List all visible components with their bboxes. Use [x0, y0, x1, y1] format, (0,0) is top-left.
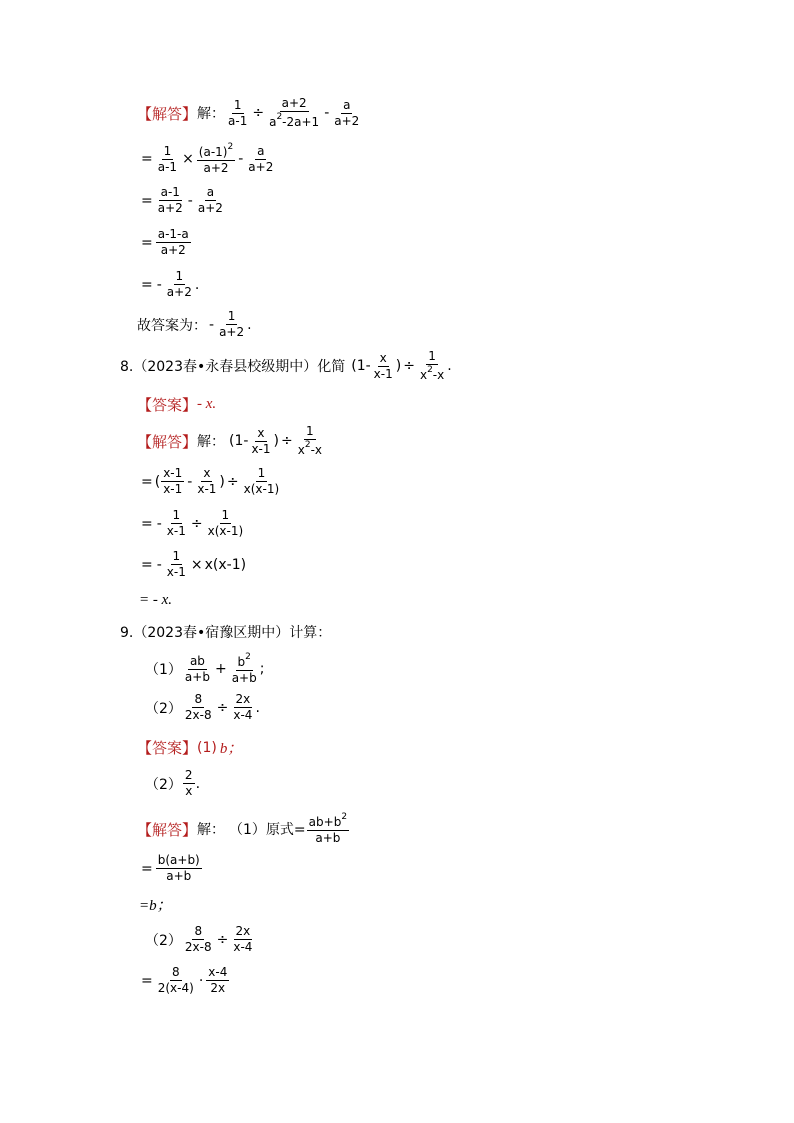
- fraction: $\frac{1}{a-1}$: [228, 97, 248, 128]
- fraction: $\frac{x}{x-1}$: [373, 350, 393, 381]
- p8-line-2: = ( $\frac{x-1}{x-1}$ - $\frac{x}{x-1}$ ) ÷ $\frac{1}{x(x-1)}$: [141, 466, 280, 496]
- p7-answer-line: 故答案为： - $\frac{1}{a+2}$ .: [137, 309, 252, 339]
- p7-line-5: = - $\frac{1}{a+2}$ .: [141, 269, 200, 299]
- p9-answer-2: （2） $\frac{2}{x}$ .: [145, 768, 201, 798]
- fraction: $\frac{1}{x^2-x}$: [297, 424, 322, 457]
- fraction: $\frac{1}{x-1}$: [166, 549, 186, 579]
- fraction: $\frac{a}{a+2}$: [197, 185, 223, 215]
- fraction: $\frac{x-4}{2x}$: [208, 965, 228, 995]
- solution-label: 【解答】: [137, 104, 198, 123]
- answer-label: 【答案】: [137, 739, 198, 757]
- fraction: $\frac{1}{a+2}$: [219, 309, 245, 339]
- p9-sol-3: [139, 894, 172, 915]
- problem-heading: 9.（2023春•宿豫区期中）计算：: [120, 625, 332, 641]
- p9-sol-2: = $\frac{b(a+b)}{a+b}$: [141, 853, 200, 883]
- fraction: $\frac{2x}{x-4}$: [233, 924, 253, 954]
- solution-label: 【解答】: [137, 820, 198, 839]
- result: =b；: [139, 898, 172, 914]
- p7-line-3: = $\frac{a-1}{a+2}$ - $\frac{a}{a+2}$: [141, 185, 223, 215]
- fraction: $\frac{a-1}{a+2}$: [157, 185, 183, 215]
- answer-prefix: 故答案为：: [137, 317, 207, 334]
- p7-line-4: = $\frac{a-1-a}{a+2}$: [141, 227, 189, 257]
- fraction: $\frac{b(a+b)}{a+b}$: [157, 853, 200, 883]
- p9-heading: [120, 622, 331, 642]
- fraction: $\frac{8}{2x-8}$: [184, 924, 212, 954]
- result: = - x.: [139, 592, 173, 608]
- solution-label: 【解答】: [137, 432, 198, 451]
- answer-value: b；: [219, 741, 243, 757]
- problem-heading: 8.（2023春•永春县校级期中）化简: [120, 359, 346, 375]
- p9-sol-1: 【解答】 解： （1） 原式= $\frac{ab+b^2}{a+b}$: [137, 812, 348, 845]
- p7-line-1: 【解答】 解： $\frac{1}{a-1}$ ÷ $\frac{a+2}{a^2-2a+1}$ - $\frac{a}{a+2}$: [137, 96, 360, 129]
- fraction: $\frac{ab}{a+b}$: [184, 653, 210, 684]
- fraction: $\frac{1}{x-1}$: [166, 508, 186, 538]
- p8-line-5: [139, 592, 172, 609]
- fraction: $\frac{1}{a+2}$: [166, 269, 192, 299]
- fraction: $\frac{ab+b^2}{a+b}$: [308, 812, 348, 845]
- fraction: $\frac{8}{2x-8}$: [184, 692, 212, 722]
- p9-q1: （1） $\frac{ab}{a+b}$ + $\frac{b^2}{a+b}$ ;: [145, 652, 265, 685]
- jie-label: 解：: [197, 822, 226, 838]
- p9-sol-5: = $\frac{8}{2(x-4)}$ · $\frac{x-4}{2x}$: [141, 965, 228, 995]
- fraction: $\frac{a+2}{a^2-2a+1}$: [269, 96, 320, 129]
- fraction: $\frac{b^2}{a+b}$: [231, 652, 257, 685]
- p9-q2: （2） $\frac{8}{2x-8}$ ÷ $\frac{2x}{x-4}$ .: [145, 692, 260, 722]
- fraction: $\frac{x}{x-1}$: [251, 425, 271, 456]
- p8-heading: 8.（2023春•永春县校级期中）化简 (1- $\frac{x}{x-1}$ ) ÷ $\frac{1}{x^2-x}$ .: [120, 349, 452, 382]
- fraction: $\frac{a-1-a}{a+2}$: [157, 227, 189, 257]
- jie-label: 解：: [197, 434, 226, 450]
- fraction: $\frac{x-1}{x-1}$: [163, 466, 183, 496]
- fraction: $\frac{(a-1)^2}{a+2}$: [198, 142, 234, 175]
- fraction: $\frac{1}{x(x-1)}$: [207, 508, 244, 538]
- p8-line-4: = - $\frac{1}{x-1}$ × x(x-1): [141, 549, 247, 579]
- p9-sol-4: （2） $\frac{8}{2x-8}$ ÷ $\frac{2x}{x-4}$: [145, 924, 253, 954]
- jie-label: 解：: [197, 106, 226, 122]
- fraction: $\frac{1}{x^2-x}$: [419, 349, 445, 382]
- fraction: $\frac{8}{2(x-4)}$: [157, 965, 194, 995]
- p8-line-1: 【解答】 解： (1- $\frac{x}{x-1}$ ) ÷ $\frac{1}{x^2-x}$: [137, 424, 322, 457]
- p8-answer: [137, 394, 216, 415]
- fraction: $\frac{x}{x-1}$: [197, 466, 217, 496]
- fraction: $\frac{1}{x(x-1)}$: [243, 466, 280, 496]
- p9-answer-1: 【答案】 (1) b；: [137, 739, 243, 757]
- p7-line-2: = $\frac{1}{a-1}$ × $\frac{(a-1)^2}{a+2}$ - $\frac{a}{a+2}$: [141, 142, 274, 175]
- fraction: $\frac{2x}{x-4}$: [233, 692, 253, 722]
- p8-line-3: = - $\frac{1}{x-1}$ ÷ $\frac{1}{x(x-1)}$: [141, 508, 244, 538]
- answer-label: 【答案】: [137, 396, 198, 414]
- fraction: $\frac{a}{a+2}$: [248, 143, 274, 174]
- fraction: $\frac{a}{a+2}$: [334, 97, 360, 128]
- fraction: $\frac{1}{a-1}$: [157, 143, 178, 174]
- answer-value: - x.: [197, 396, 217, 412]
- fraction: $\frac{2}{x}$: [184, 768, 193, 798]
